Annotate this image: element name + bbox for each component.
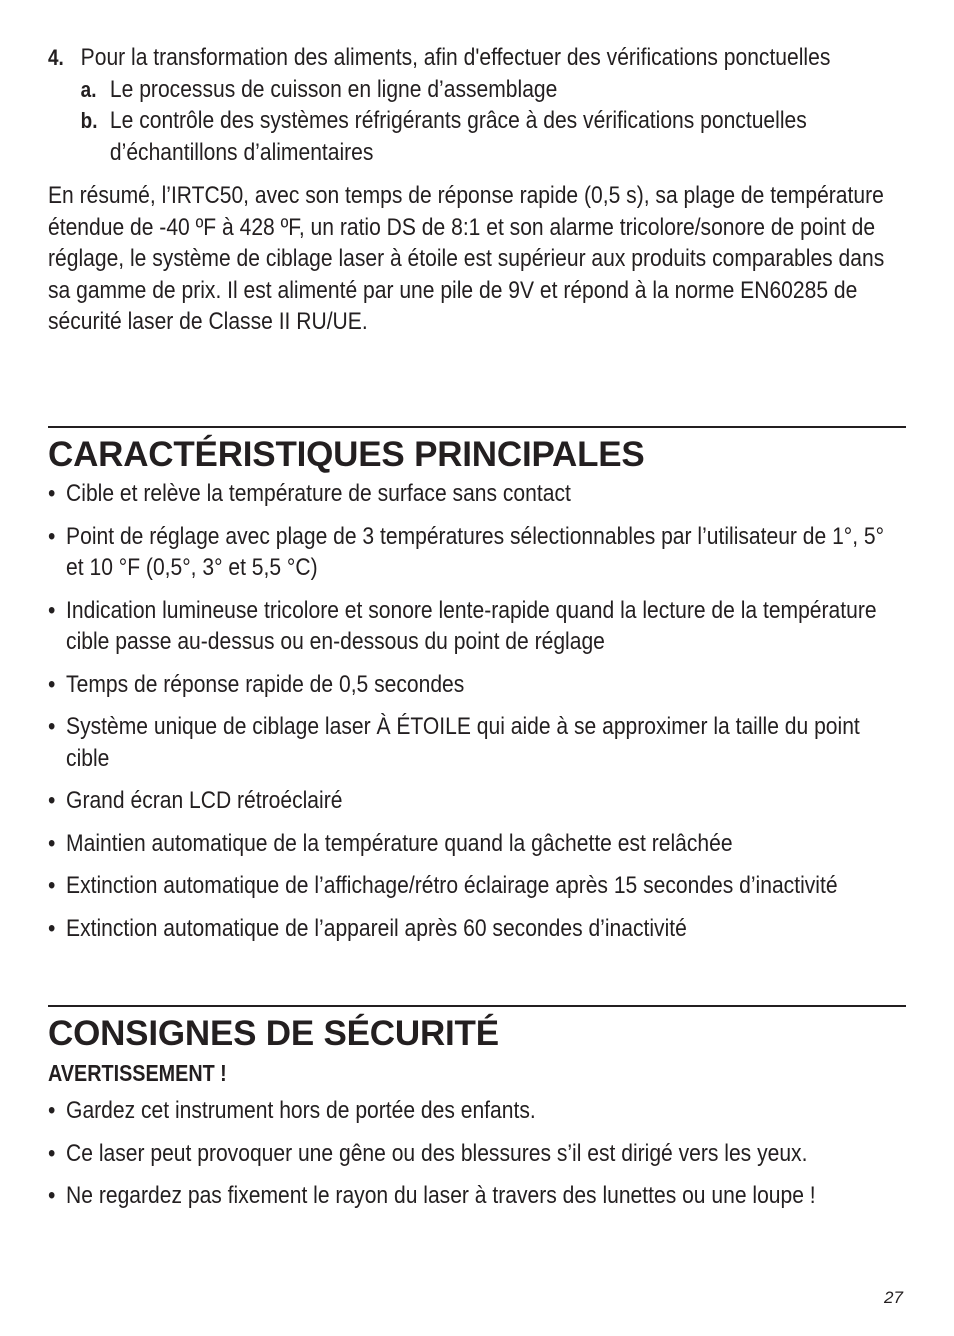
bullet-icon: • [48, 596, 56, 624]
list-item: • Système unique de ciblage laser À ÉTOILE qui aide à se approximer la taille du point cible [48, 713, 860, 772]
list-item: • Extinction automatique de l’appareil après 60 secondes d’inactivité [48, 913, 906, 945]
sub-item-text: Le contrôle des systèmes réfrigérants grâce à des vérifications ponctuelles d’échantillons d’alimentaires [109, 107, 807, 166]
sub-item-a [81, 74, 907, 106]
summary-paragraph: En résumé, l’IRTC50, avec son temps de réponse rapide (0,5 s), sa plage de température étendue de -40 ºF à 428 ºF, un ratio DS de 8:1 et son alarme tricolore/sonore de point de réglage, le système de ciblage laser à étoile est supérieur aux produits comparables dans sa gamme de prix. Il est alimenté par une pile de 9V et répond à la norme EN60285 de sécurité laser de Classe II RU/UE. [48, 182, 885, 335]
safety-heading: CONSIGNES DE SÉCURITÉ [48, 1014, 499, 1053]
section-divider [48, 1005, 906, 1007]
sub-item-text: Le processus de cuisson en ligne d’assemblage [109, 75, 558, 103]
bullet-icon: • [48, 829, 56, 857]
sub-item-b [81, 105, 907, 168]
list-item-number: 4. [48, 45, 64, 70]
intro-list [48, 42, 906, 338]
bullet-icon: • [48, 713, 56, 740]
manual-page [48, 42, 906, 1209]
features-heading: CARACTÉRISTIQUES PRINCIPALES [48, 435, 645, 474]
bullet-icon: • [48, 1139, 56, 1167]
bullet-icon: • [48, 914, 56, 942]
sub-item-letter: b. [80, 108, 98, 133]
list-item: • Maintien automatique de la température quand la gâchette est relâchée [48, 828, 906, 860]
list-item: • Point de réglage avec plage de 3 températures sélectionnables par l’utilisateur de 1°, 5° et 10 °F (0,5°, 3° et 5,5 °C) [48, 522, 885, 581]
warning-label: AVERTISSEMENT ! [48, 1060, 227, 1086]
list-item: • Gardez cet instrument hors de portée des enfants. [48, 1095, 906, 1127]
bullet-icon: • [48, 480, 56, 507]
bullet-icon: • [48, 670, 56, 698]
features-list [48, 478, 906, 944]
list-item: • Extinction automatique de l’affichage/rétro éclairage après 15 secondes d’inactivité [48, 870, 906, 902]
list-item: • Temps de réponse rapide de 0,5 secondes [48, 669, 906, 701]
page-number: 27 [884, 1288, 903, 1307]
list-item: • Ne regardez pas fixement le rayon du laser à travers des lunettes ou une loupe ! [48, 1180, 906, 1212]
section-divider [48, 426, 906, 428]
sub-item-letter: a. [80, 76, 97, 102]
list-item: • Grand écran LCD rétroéclairé [48, 785, 906, 817]
bullet-icon: • [48, 522, 56, 550]
list-item: • Cible et relève la température de surface sans contact [48, 478, 906, 510]
bullet-icon: • [48, 1182, 56, 1209]
list-item: • Indication lumineuse tricolore et sonore lente-rapide quand la lecture de la température cible passe au-dessus ou en-dessous du point de réglage [48, 596, 877, 655]
bullet-icon: • [48, 1097, 56, 1124]
bullet-icon: • [48, 872, 56, 899]
bullet-icon: • [48, 787, 56, 814]
list-item-4 [48, 42, 906, 74]
safety-list [48, 1095, 906, 1212]
list-item: • Ce laser peut provoquer une gêne ou des blessures s’il est dirigé vers les yeux. [48, 1138, 906, 1170]
list-item-text: Pour la transformation des aliments, afin d'effectuer des vérifications ponctuelles [80, 44, 831, 71]
